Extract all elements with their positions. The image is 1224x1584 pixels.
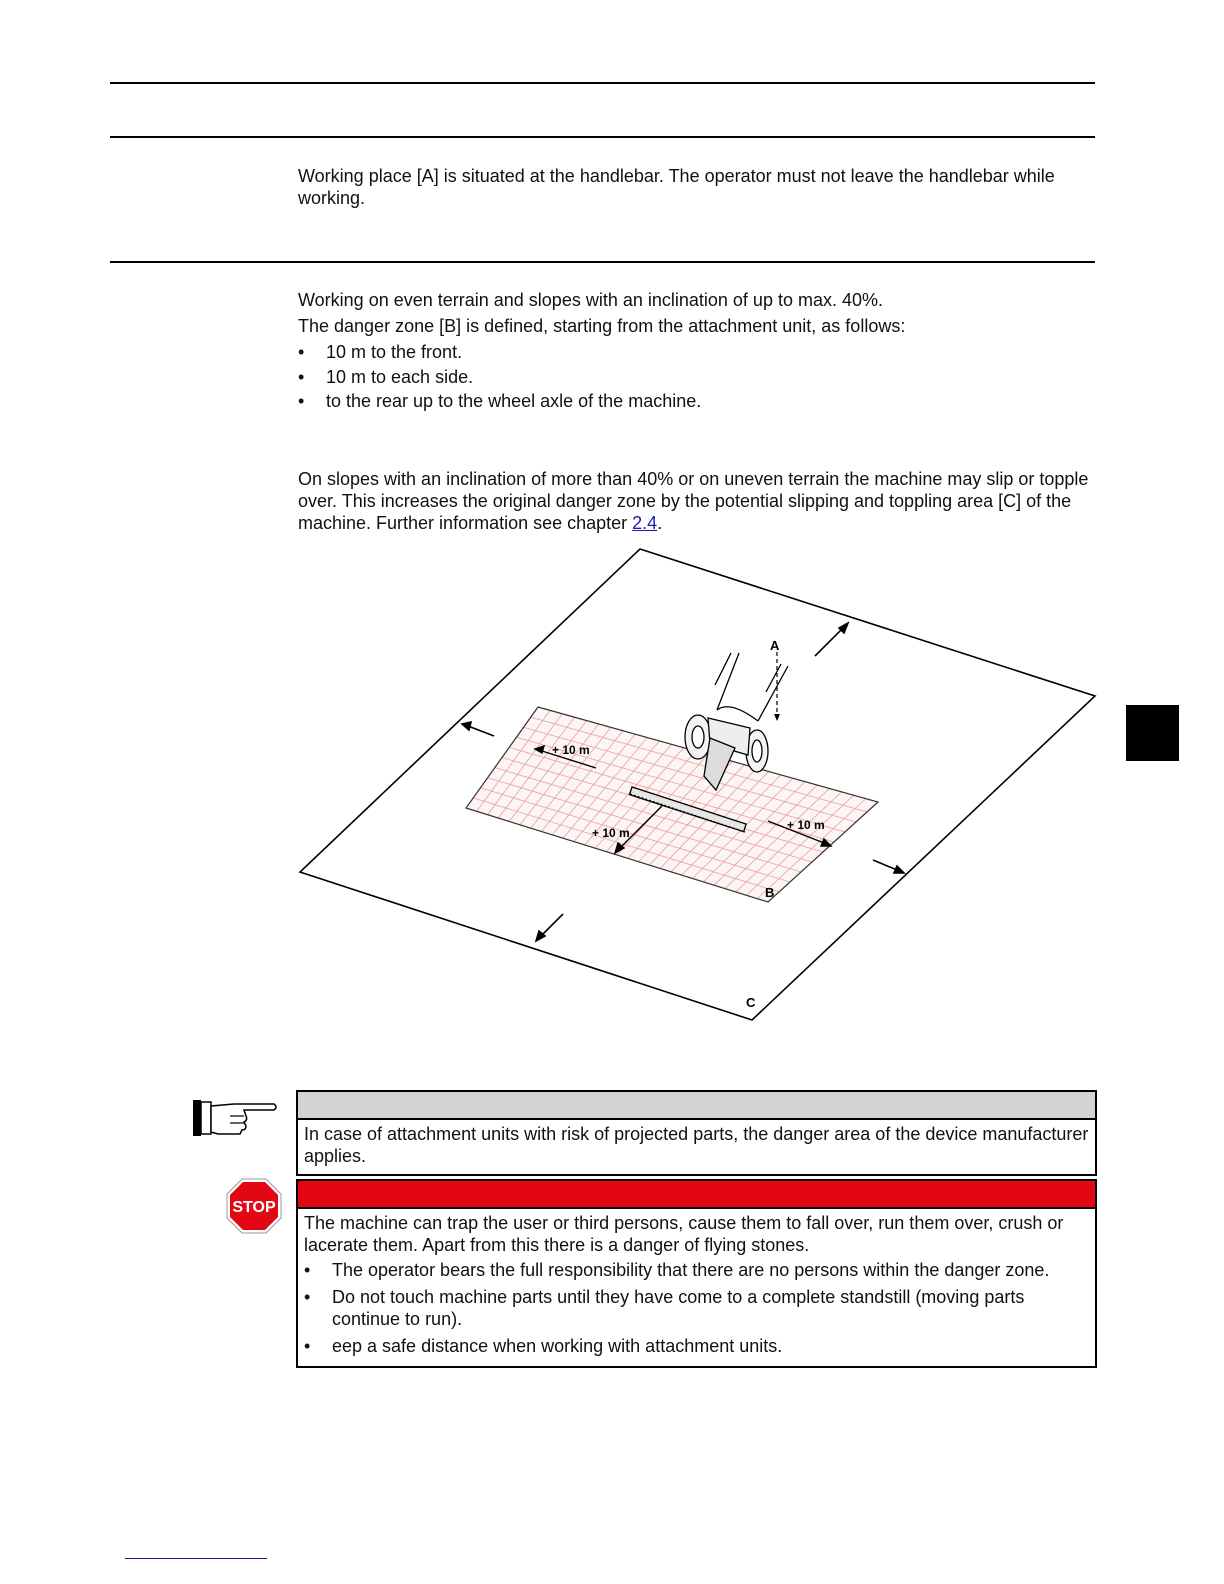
note-box-header — [298, 1092, 1095, 1120]
slopes-section — [298, 468, 1098, 538]
working-place-text: Working place [A] is situated at the handlebar. The operator must not leave the handlebar while working. — [298, 166, 1055, 208]
warning-box-header — [298, 1181, 1095, 1209]
label-b: B — [765, 885, 775, 900]
list-item: • The operator bears the full responsibility that there are no persons within the danger zone. — [304, 1259, 1089, 1281]
danger-zone-diagram — [290, 540, 1110, 1030]
slopes-text-end: . — [657, 513, 663, 533]
list-item: • 10 m to each side. — [298, 366, 1098, 390]
list-item: • Do not touch machine parts until they have come to a complete standstill (moving parts continue to run). — [304, 1286, 1089, 1330]
danger-zone-definition: The danger zone [B] is defined, starting from the attachment unit, as follows: — [298, 316, 906, 336]
warning-bullets — [304, 1259, 1089, 1357]
list-item: • to the rear up to the wheel axle of the machine. — [298, 390, 1098, 414]
working-place-section — [298, 165, 1098, 213]
section-rule-danger-zone — [110, 261, 1095, 263]
stop-sign-icon — [226, 1178, 282, 1234]
footer-link-underline — [125, 1558, 267, 1559]
pointing-hand-icon — [190, 1096, 280, 1140]
danger-zone-intro: Working on even terrain and slopes with an inclination of up to max. 40%. — [298, 290, 883, 310]
warning-box-body — [298, 1209, 1095, 1366]
note-box-text: In case of attachment units with risk of projected parts, the danger area of the device manufacturer applies. — [304, 1124, 1089, 1166]
note-box-body — [298, 1120, 1095, 1174]
warning-box — [296, 1179, 1097, 1368]
slopes-text-main: On slopes with an inclination of more than 40% or on uneven terrain the machine may slip or topple over. This increases the original danger zone by the potential slipping and toppling area [C] of the machine. Further information see chapter — [298, 469, 1089, 533]
distance-label-left: + 10 m — [552, 743, 590, 757]
warning-box-intro: The machine can trap the user or third persons, cause them to fall over, run them over, crush or lacerate them. Apart from this there is a danger of flying stones. — [304, 1213, 1064, 1255]
chapter-link[interactable]: 2.4 — [632, 513, 658, 533]
note-box — [296, 1090, 1097, 1176]
label-a-arrowhead — [774, 714, 780, 721]
label-c: C — [746, 995, 756, 1010]
distance-label-right: + 10 m — [787, 818, 825, 832]
chapter-tab-marker — [1126, 705, 1179, 761]
distance-label-front: + 10 m — [592, 826, 630, 840]
section-rule-working-place — [110, 136, 1095, 138]
top-rule — [110, 82, 1095, 84]
danger-zone-section — [298, 289, 1098, 415]
label-a: A — [770, 638, 780, 653]
danger-zone-bullets — [298, 341, 1098, 414]
list-item: • 10 m to the front. — [298, 341, 1098, 365]
list-item: • eep a safe distance when working with attachment units. — [304, 1335, 1089, 1357]
slopes-text — [298, 468, 1098, 534]
stop-sign-label: STOP — [232, 1199, 276, 1216]
